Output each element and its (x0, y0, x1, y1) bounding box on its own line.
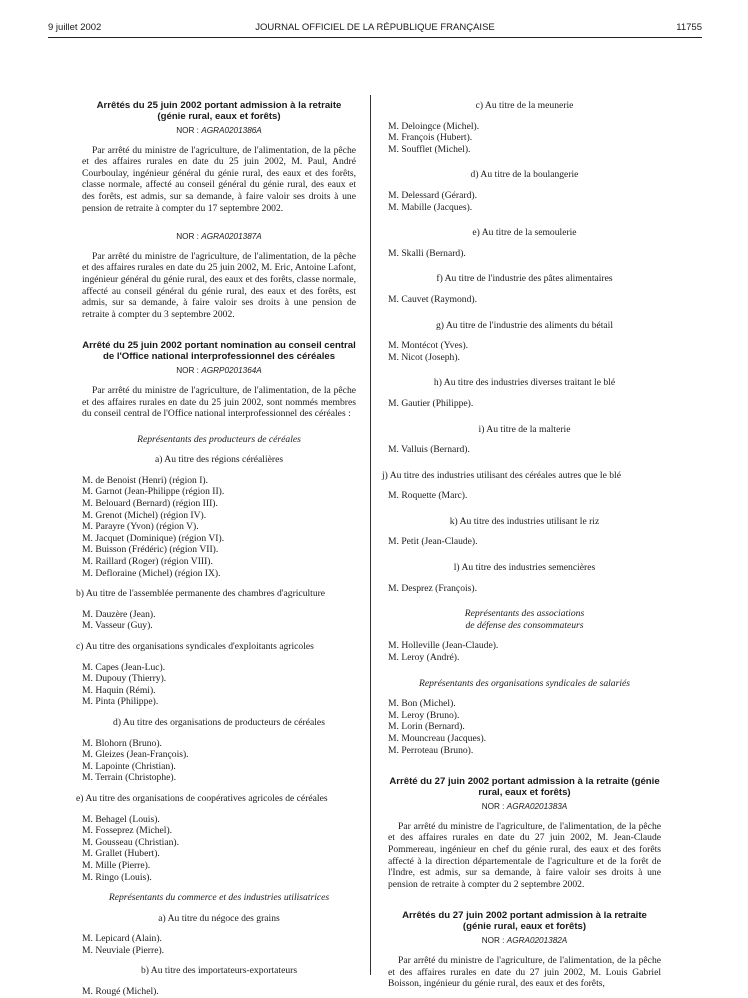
list-item: M. Parayre (Yvon) (région V). (82, 521, 199, 533)
nor-reference: NOR : AGRA0201386A (176, 126, 262, 135)
subsection-heading: k) Au titre des industries utilisant le riz (449, 515, 600, 527)
column-separator (370, 95, 371, 975)
subsection-heading: c) Au titre de la meunerie (475, 100, 574, 111)
list-item: M. Mille (Pierre). (82, 859, 151, 871)
list-item: M. Nicot (Joseph). (388, 351, 460, 363)
list-item: M. Jacquet (Dominique) (région VI). (82, 532, 225, 544)
list-item: M. Ringo (Louis). (82, 871, 152, 883)
list-item: M. Garnot (Jean-Philippe (région II). (82, 486, 225, 498)
list-item: M. Petit (Jean-Claude). (388, 536, 478, 548)
list-item: M. Delessard (Gérard). (388, 189, 477, 201)
subsection-heading: d) Au titre de la boulangerie (470, 169, 579, 181)
section-heading: Représentants des organisations syndicales de salariés (419, 677, 630, 689)
list-item: M. Deloingce (Michel). (388, 120, 480, 132)
subsection-heading: l) Au titre des industries semencières (453, 562, 596, 574)
list-item: M. Vasseur (Guy). (82, 620, 153, 632)
section-heading: Représentants des producteurs de céréales (137, 433, 301, 445)
list-item: M. Terrain (Christophe). (82, 772, 177, 784)
article-text: Par arrêté du ministre de l'agriculture, de l'alimentation, de la pêche et des affaires rurales en date du 25 juin 2002, M. Eric, Antoine Lafont, ingénieur général du génie rural, des eaux et des forêts, classe normale, affecté au conseil général du génie rural, des eaux et des forêts, est admis, sur sa demande, à faire valoir ses droits à une pension de retraite à compter du 3 septembre 2002. (82, 250, 356, 320)
list-item: M. Leroy (Bruno). (388, 709, 460, 721)
list-item: M. Raillard (Roger) (région VIII). (82, 556, 213, 568)
list-item: M. Skalli (Bernard). (388, 247, 466, 259)
name-list (388, 698, 667, 756)
name-list (82, 475, 362, 579)
list-item: M. Neuviale (Pierre). (82, 944, 165, 956)
subsection-heading: h) Au titre des industries diverses traitant le blé (433, 377, 616, 389)
name-list (388, 340, 667, 363)
name-list (388, 121, 667, 156)
article-text: Par arrêté du ministre de l'agriculture, de l'alimentation, de la pêche et des affaires rurales en date du 25 juin 2002, sont nommés membres du conseil central de l'Office national interprofessionnel des céréales : (82, 384, 356, 420)
section-heading: Représentants des associations (464, 608, 585, 620)
list-item: M. Lorin (Bernard). (388, 721, 465, 733)
list-item: M. Bon (Michel). (388, 698, 456, 710)
list-item: M. Belouard (Bernard) (région III). (82, 498, 218, 510)
nor-code: AGRA0201386A (201, 126, 262, 135)
article-title: Arrêté du 25 juin 2002 portant nomination au conseil central de l'Office national interprofessionnel des céréales (82, 340, 356, 363)
nor-code: AGRA0201383A (506, 802, 568, 812)
nor-reference: NOR : AGRP0201364A (176, 366, 262, 376)
subsection-heading: d) Au titre des organisations de producteurs de céréales (113, 716, 325, 728)
article-text: Par arrêté du ministre de l'agriculture, de l'alimentation, de la pêche et des affaires rurales en date du 25 juin 2002, M. Paul, André Courboulay, ingénieur général du génie rural, des eaux et des forêts, classe normale, affecté au conseil général du génie rural, des eaux et des forêts, est admis, sur sa demande, à faire valoir ses droits à une pension de retraite à compter du 17 septembre 2002. (82, 144, 356, 214)
list-item: M. Lapointe (Christian). (82, 760, 176, 772)
list-item: M. Roquette (Marc). (388, 490, 468, 502)
name-list (82, 814, 362, 884)
name-list (82, 662, 362, 708)
list-item: M. Behagel (Louis). (82, 813, 160, 825)
nor-code: AGRA0201387A (201, 232, 262, 242)
subsection-heading: e) Au titre de la semoulerie (472, 227, 577, 239)
name-list (388, 294, 667, 306)
subsection-heading: b) Au titre des importateurs-exportateurs (140, 965, 298, 977)
subsection-heading: b) Au titre de l'assemblée permanente des chambres d'agriculture (76, 588, 326, 600)
list-item: M. Leroy (André). (388, 652, 460, 664)
list-item: M. Grallet (Hubert). (82, 848, 160, 860)
list-item: M. Cauvet (Raymond). (388, 293, 477, 305)
left-column (76, 100, 362, 998)
list-item: M. Gleizes (Jean-François). (82, 749, 189, 761)
header-date: 9 juillet 2002 (48, 22, 102, 33)
nor-code: AGRA0201382A (506, 936, 568, 946)
name-list (388, 536, 667, 548)
section-heading: de défense des consommateurs (465, 619, 584, 631)
article-title: Arrêtés du 25 juin 2002 portant admission à la retraite (génie rural, eaux et forêts) (96, 100, 342, 122)
name-list (388, 583, 667, 595)
nor-reference: NOR : AGRA0201382A (481, 936, 568, 946)
name-list (388, 490, 667, 502)
section-heading: Représentants du commerce et des industries utilisatrices (108, 892, 330, 904)
name-list (82, 933, 362, 956)
subsection-heading: f) Au titre de l'industrie des pâtes alimentaires (436, 273, 613, 285)
nor-code: AGRP0201364A (201, 366, 262, 376)
list-item: M. Lepicard (Alain). (82, 933, 162, 945)
header-rule (48, 37, 702, 38)
list-item: M. Defloraine (Michel) (région IX). (82, 567, 221, 579)
list-item: M. Pinta (Philippe). (82, 696, 159, 708)
subsection-heading: e) Au titre des organisations de coopératives agricoles de céréales (76, 792, 328, 804)
article-title: Arrêté du 27 juin 2002 portant admission à la retraite (génie rural, eaux et forêts) (389, 776, 660, 799)
list-item: M. Fosseprez (Michel). (82, 825, 173, 837)
page-header (48, 22, 702, 36)
list-item: M. Dauzère (Jean). (82, 608, 156, 620)
list-item: M. Capes (Jean-Luc). (82, 661, 166, 673)
article-text: Par arrêté du ministre de l'agriculture, de l'alimentation, de la pêche et des affaires rurales en date du 27 juin 2002, M. Louis Gabriel Boisson, ingénieur du génie rural, des eaux et des forêts, (388, 954, 661, 990)
list-item: M. de Benoist (Henri) (région I). (82, 474, 209, 486)
list-item: M. Buisson (Frédéric) (région VII). (82, 544, 219, 556)
list-item: M. Soufflet (Michel). (388, 143, 471, 155)
subsection-heading: i) Au titre de la malterie (478, 423, 571, 435)
header-journal-title: JOURNAL OFFICIEL DE LA RÉPUBLIQUE FRANÇAISE (255, 22, 495, 33)
list-item: M. Gousseau (Christian). (82, 836, 179, 848)
name-list (388, 640, 667, 663)
subsection-heading: c) Au titre des organisations syndicales d'exploitants agricoles (76, 641, 314, 652)
list-item: M. Blohorn (Bruno). (82, 737, 162, 749)
article-text: Par arrêté du ministre de l'agriculture, de l'alimentation, de la pêche et des affaires rurales en date du 27 juin 2002, M. Jean-Claude Pommereau, ingénieur en chef du génie rural, des eaux et des forêts affecté à la direction départementale de l'agriculture et de la forêt de l'Indre, est admis, sur sa demande, à faire valoir ses droits à une pension de retraite à compter du 2 septembre 2002. (388, 820, 661, 890)
right-column (382, 100, 667, 990)
list-item: M. Rougé (Michel). (82, 986, 159, 998)
article-title: Arrêtés du 27 juin 2002 portant admission à la retraite (génie rural, eaux et forêts) (402, 910, 647, 933)
list-item: M. Valluis (Bernard). (388, 444, 470, 456)
list-item: M. Gautier (Philippe). (388, 397, 474, 409)
nor-reference: NOR : AGRA0201387A (176, 232, 262, 242)
list-item: M. Holleville (Jean-Claude). (388, 640, 499, 652)
header-page-number: 11755 (676, 22, 702, 33)
name-list (82, 738, 362, 784)
name-list (82, 609, 362, 632)
list-item: M. Montécot (Yves). (388, 340, 469, 352)
list-item: M. Desprez (François). (388, 582, 477, 594)
list-item: M. Grenot (Michel) (région IV). (82, 509, 207, 521)
subsection-heading: j) Au titre des industries utilisant des céréales autres que le blé (382, 469, 621, 481)
list-item: M. Mabille (Jacques). (388, 201, 473, 213)
list-item: M. Perroteau (Bruno). (388, 744, 474, 756)
name-list (388, 398, 667, 410)
subsection-heading: a) Au titre du négoce des grains (158, 912, 280, 924)
nor-reference: NOR : AGRA0201383A (481, 802, 568, 812)
name-list (388, 444, 667, 456)
subsection-heading: a) Au titre des régions céréalières (154, 454, 284, 466)
name-list (388, 248, 667, 260)
name-list (388, 190, 667, 213)
list-item: M. Haquin (Rémi). (82, 684, 156, 696)
name-list (82, 986, 362, 998)
subsection-heading: g) Au titre de l'industrie des aliments du bétail (435, 319, 614, 331)
list-item: M. Mouncreau (Jacques). (388, 733, 487, 744)
list-item: M. François (Hubert). (388, 132, 473, 144)
list-item: M. Dupouy (Thierry). (82, 673, 167, 685)
